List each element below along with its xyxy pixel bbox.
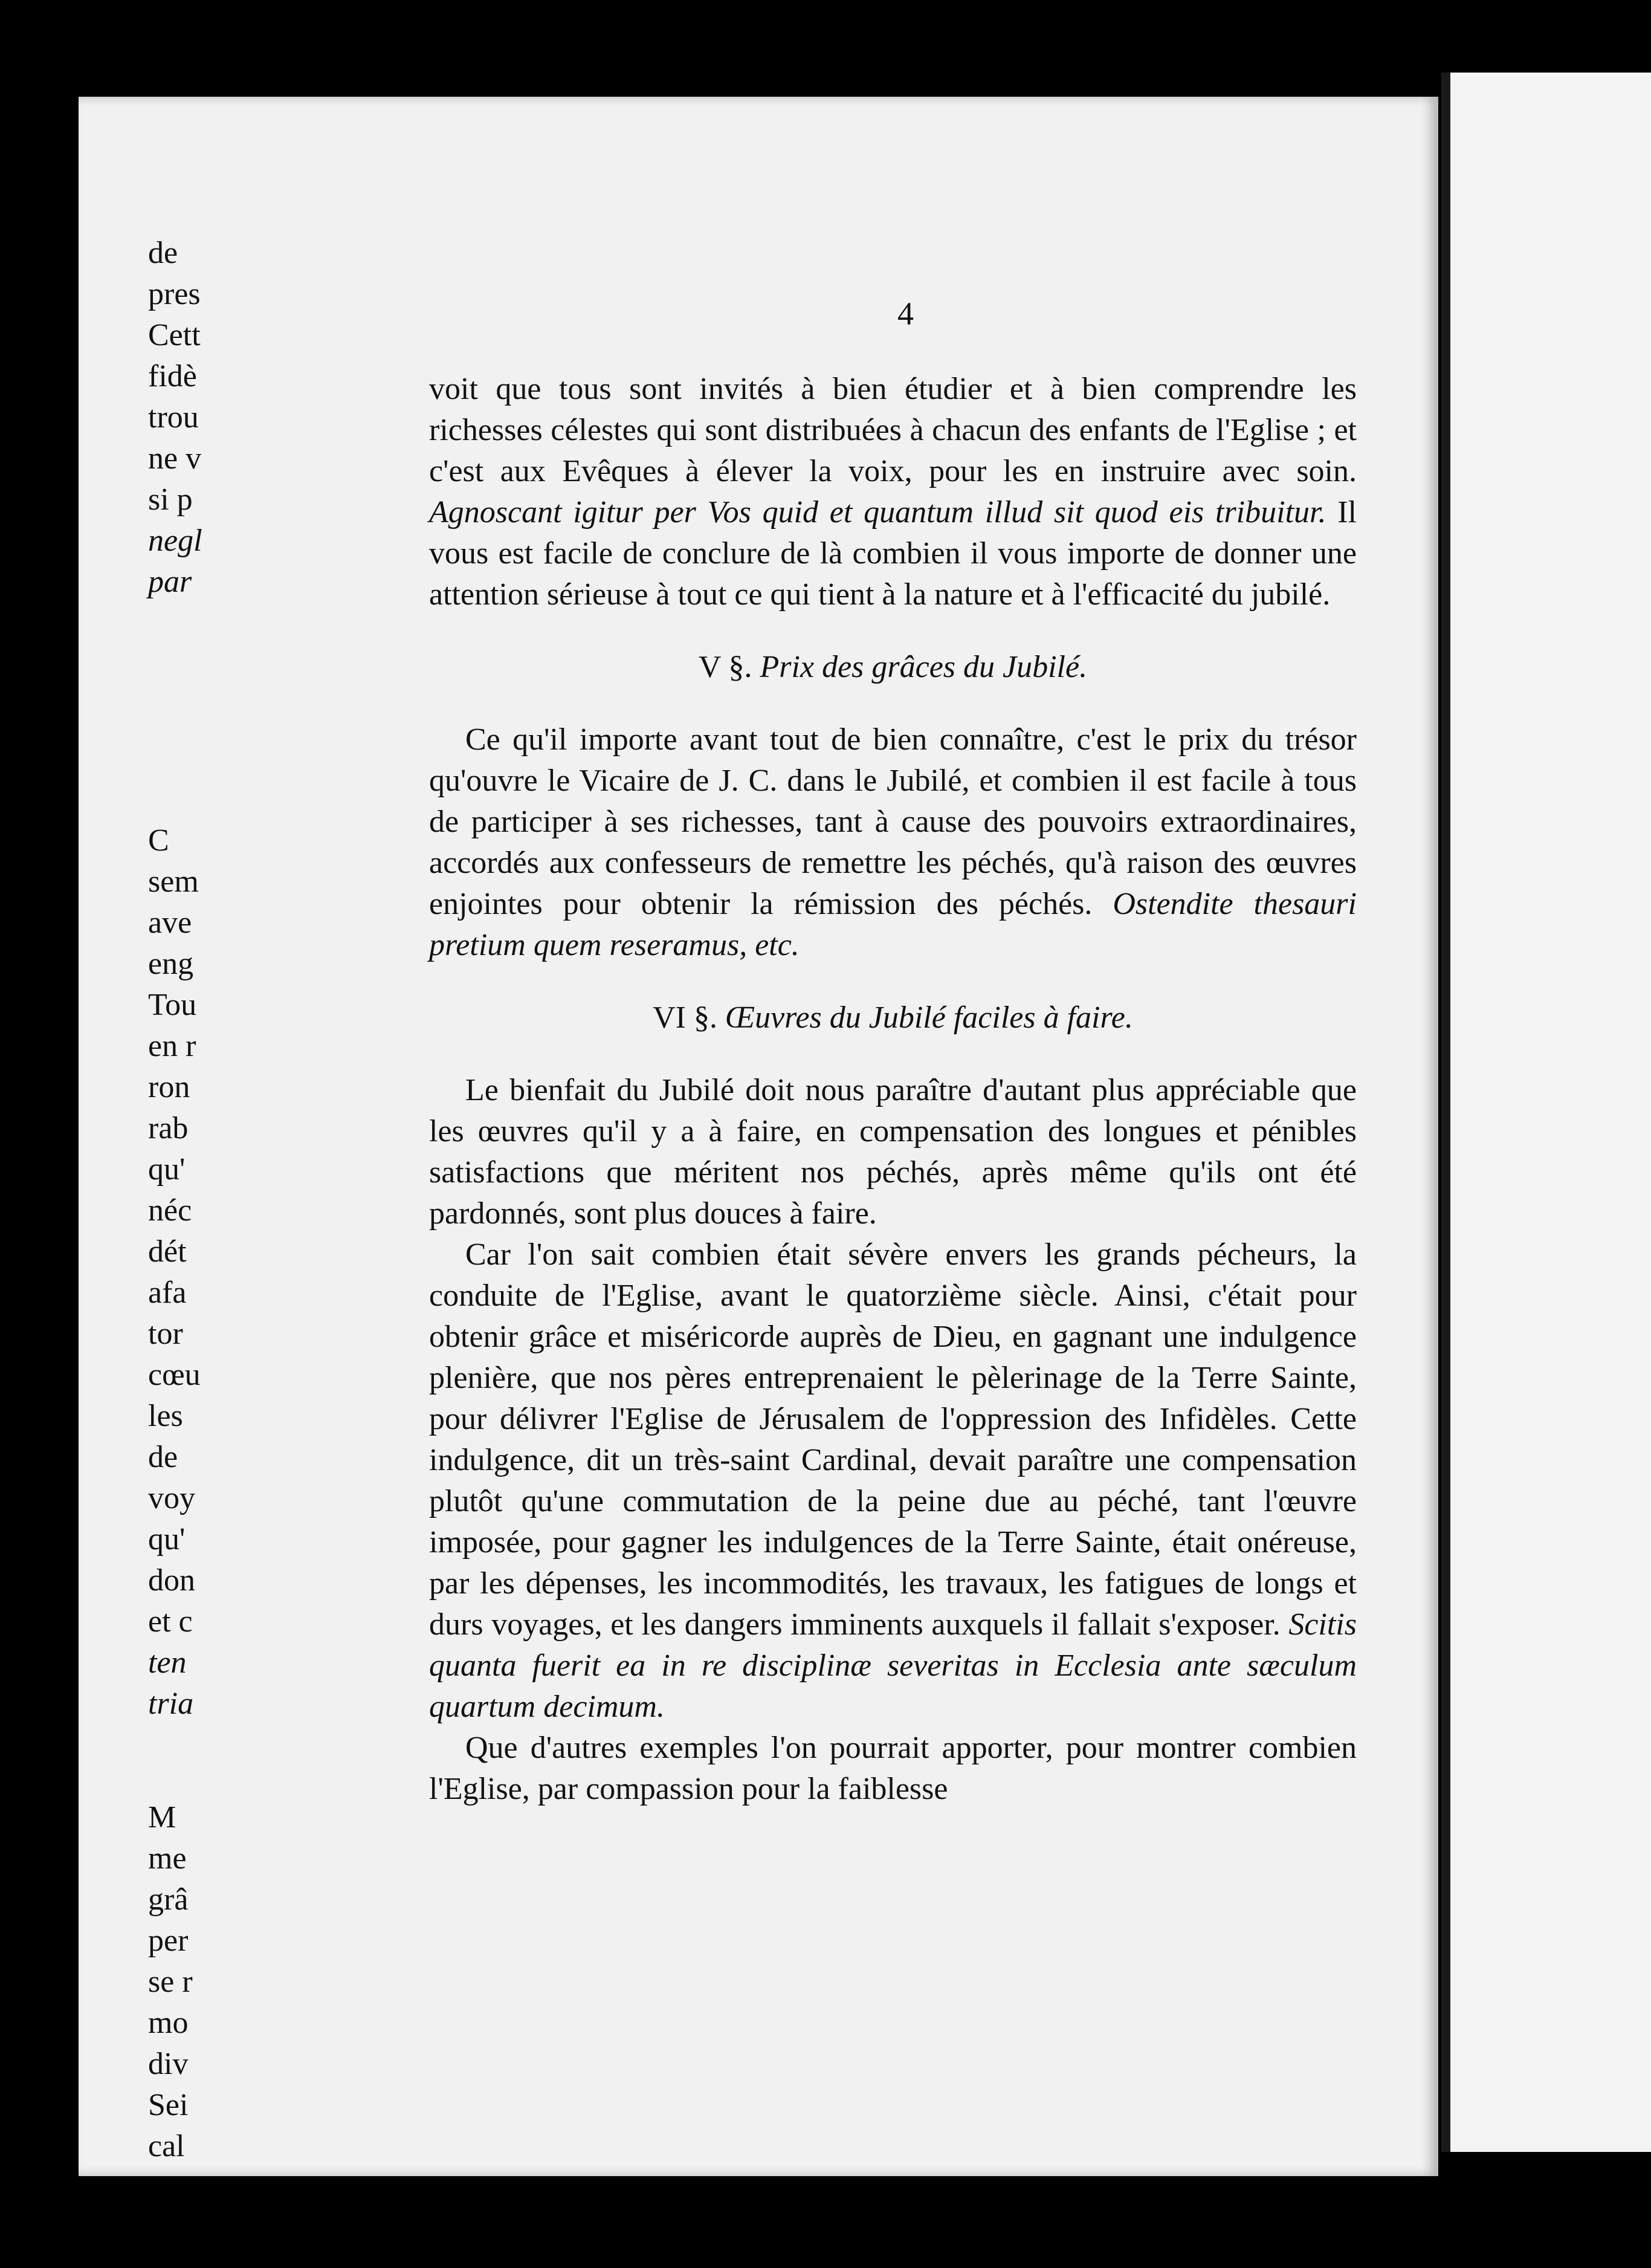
right-page-line: eng [148,947,194,981]
right-page-line: pres [148,277,201,311]
right-page-line: grâ [148,1882,189,1917]
right-page-line: se r [148,1965,193,1999]
right-page-text [148,233,269,2167]
right-page-line: div [148,2047,189,2081]
right-page [1450,73,1651,2152]
latin-quote: Scitis quanta fuerit ea in re disciplinæ severitas in Ecclesia ante sæculum quartum decimum. [429,1607,1357,1724]
right-page-line: afa [148,1275,187,1310]
right-page-line: cœu [148,1358,201,1392]
right-page-line: ten [148,1645,187,1680]
right-page-line: si p [148,482,193,517]
section-6-paragraph-1: Le bienfait du Jubilé doit nous paraître d'autant plus appréciable que les œuvres qu'il y a à faire, en compensation des longues et pénibles satisfactions que méritent nos péchés, après même qu'ils ont été pardonnés, sont plus douces à faire. [429,1073,1357,1231]
right-page-line: tor [148,1317,183,1351]
right-page-line: trou [148,400,199,435]
right-page-line: ne v [148,441,202,476]
right-page-line: dét [148,1234,187,1269]
right-page-line: qu' [148,1522,186,1557]
latin-quote: Ostendite thesauri pretium quem reseramus, etc. [429,887,1357,962]
right-page-line: Tou [148,988,197,1022]
right-page-line: et c [148,1604,193,1639]
page-number: 4 [897,296,914,332]
right-page-line: ave [148,906,192,940]
right-page-line: ron [148,1070,190,1104]
right-page-line: par [148,565,192,599]
right-page-line: fidè [148,359,197,394]
right-page-line: mo [148,2006,189,2040]
right-page-line: néc [148,1193,192,1228]
right-page-line: les [148,1399,183,1433]
right-page-line: M [148,1800,176,1835]
section-heading-5: V §. Prix des grâces du Jubilé. [698,650,1088,684]
right-page-line: per [148,1923,189,1958]
right-page-line: cal [148,2129,185,2163]
section-6-paragraph-2: Car l'on sait combien était sévère envers les grands pécheurs, la conduite de l'Eglise, avant le quatorzième siècle. Ainsi, c'était pour obtenir grâce et miséricorde auprès de Dieu, en gagnant une indulgence plenière, que nos pères entreprenaient le pèlerinage de la Terre Sainte, pour délivrer l'Eglise de Jérusalem de l'oppression des Infidèles. Cette indulgence, dit un très-saint Cardinal, devait paraître une compensation plutôt qu'une commutation de la peine due au péché, tant l'œuvre imposée, pour gagner les indulgences de la Terre Sainte, était onéreuse, par les dépenses, les incommodités, les travaux, les fatigues de longs et durs voyages, et les dangers imminents auxquels il fallait s'exposer. Scitis quanta fuerit ea in re disciplinæ severitas in Ecclesia ante sæculum quartum decimum. [429,1237,1357,1724]
right-page-line: qu' [148,1152,186,1187]
right-page-line: don [148,1563,195,1598]
opening-paragraph: voit que tous sont invités à bien étudier et à bien comprendre les richesses célestes qui sont distribuées à chacun des enfants de l'Eglise ; et c'est aux Evêques à élever la voix, pour les en instruire avec soin. Agnoscant igitur per Vos quid et quantum illud sit quod eis tribuitur. Il vous est facile de conclure de là combien il vous importe de donner une attention sérieuse à tout ce qui tient à la nature et à l'efficacité du jubilé. [429,372,1357,612]
right-page-line: C [148,823,169,858]
right-page-line: negl [148,523,202,558]
latin-quote: Agnoscant igitur per Vos quid et quantum illud sit quod eis tribuitur. [429,495,1326,530]
section-heading-6: VI §. Œuvres du Jubilé faciles à faire. [653,1000,1133,1035]
right-page-line: sem [148,864,199,899]
right-page-line: de [148,236,178,270]
right-page-line: Cett [148,318,201,352]
right-page-line: de [148,1440,178,1474]
right-page-line: tria [148,1686,194,1721]
section-5-paragraph: Ce qu'il importe avant tout de bien connaître, c'est le prix du trésor qu'ouvre le Vicaire de J. C. dans le Jubilé, et combien il est facile à tous de participer à ses richesses, tant à cause des pouvoirs extraordinaires, accordés aux confesseurs de remettre les péchés, qu'à raison des œuvres enjointes pour obtenir la rémission des péchés. Ostendite thesauri pretium quem reseramus, etc. [429,722,1357,962]
right-page-line: voy [148,1481,195,1515]
right-page-line: me [148,1841,187,1876]
main-text-column [429,284,1357,1810]
section-6-paragraph-3: Que d'autres exemples l'on pourrait apporter, pour montrer combien l'Eglise, par compassion pour la faiblesse [429,1731,1357,1806]
right-page-line: Sei [148,2088,189,2122]
right-page-line: rab [148,1111,189,1145]
right-page-line: en r [148,1029,196,1063]
